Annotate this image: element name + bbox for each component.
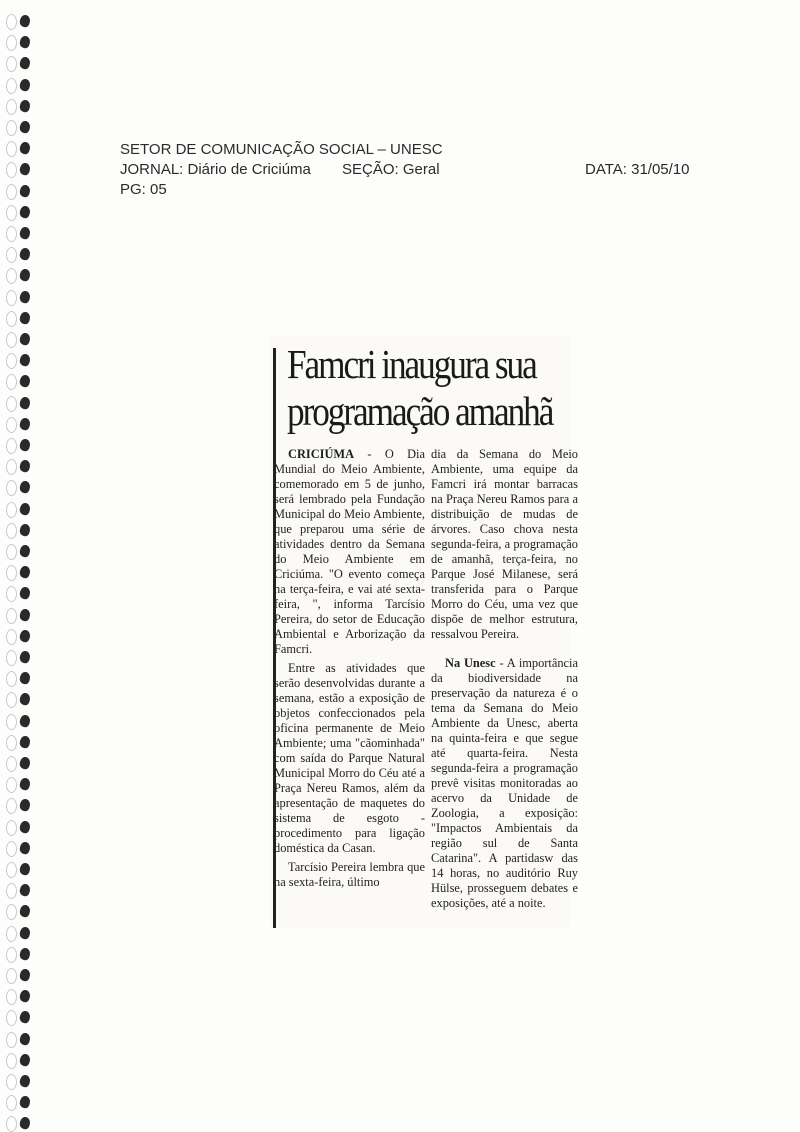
- binding-hole: [6, 820, 17, 836]
- binding-ring: [18, 56, 31, 71]
- article-paragraph: Entre as atividades que serão desenvolvidas durante a semana, estão a exposição de objetos confeccionados pela oficina permanente de Meio Ambiente; uma "cãominhada" com saída do Parque Natural Municipal Morro do Céu até a Praça Nereu Ramos, além da apresentação de maquetes do sistema de esgoto - procedimento para ligação doméstica da Casan.: [274, 661, 425, 855]
- binding-hole: [6, 608, 17, 624]
- binding-hole: [6, 904, 17, 920]
- binding-ring: [18, 713, 31, 728]
- binding-hole: [6, 353, 17, 369]
- article-paragraph: dia da Semana do Meio Ambiente, uma equipe da Famcri irá montar barracas na Praça Nereu Ramos para a distribuição de mudas de árvores. Caso chova nesta segunda-feira, a programação de amanhã, terça-feira, no Parque José Milanese, será transferida para o Parque Morro do Céu, uma vez que dispõe de melhor estrutura, ressalvou Pereira.: [431, 447, 578, 641]
- binding-hole: [6, 544, 17, 560]
- binding-hole: [6, 1053, 17, 1069]
- binding-hole: [6, 120, 17, 136]
- binding-ring: [18, 798, 31, 813]
- binding-ring: [18, 205, 31, 220]
- binding-ring: [18, 77, 31, 92]
- binding-ring: [18, 162, 31, 177]
- spiral-binding: [0, 0, 46, 1131]
- binding-hole: [6, 438, 17, 454]
- binding-ring: [18, 501, 31, 516]
- subsection-lead: Na Unesc: [445, 656, 496, 670]
- binding-hole: [6, 735, 17, 751]
- binding-ring: [18, 989, 31, 1004]
- binding-ring: [18, 671, 31, 686]
- sector-title: SETOR DE COMUNICAÇÃO SOCIAL – UNESC: [120, 141, 443, 158]
- binding-ring: [18, 417, 31, 432]
- headline-line-1: Famcri inaugura sua: [287, 341, 536, 387]
- binding-hole: [6, 629, 17, 645]
- binding-hole: [6, 1032, 17, 1048]
- binding-hole: [6, 1010, 17, 1026]
- binding-hole: [6, 947, 17, 963]
- binding-hole: [6, 862, 17, 878]
- binding-hole: [6, 756, 17, 772]
- binding-hole: [6, 247, 17, 263]
- binding-hole: [6, 714, 17, 730]
- binding-hole: [6, 968, 17, 984]
- binding-ring: [18, 353, 31, 368]
- binding-ring: [18, 756, 31, 771]
- binding-hole: [6, 650, 17, 666]
- binding-hole: [6, 1095, 17, 1111]
- binding-hole: [6, 141, 17, 157]
- binding-ring: [18, 268, 31, 283]
- binding-ring: [18, 1095, 31, 1110]
- binding-hole: [6, 798, 17, 814]
- binding-hole: [6, 311, 17, 327]
- binding-ring: [18, 925, 31, 940]
- article-paragraph: Na Unesc - A importância da biodiversidade na preservação da natureza é o tema da Semana do Meio Ambiente da Unesc, aberta na quinta-feira e que segue até quarta-feira. Nesta segunda-feira a programação prevê visitas monitoradas ao acervo da Unidade de Zoologia, a exposição: "Impactos Ambientais da região sul de Santa Catarina". A partidasw das 14 horas, no auditório Ruy Hülse, prosseguem debates e exposições, até a noite.: [431, 656, 578, 910]
- binding-ring: [18, 607, 31, 622]
- binding-ring: [18, 862, 31, 877]
- binding-ring: [18, 1116, 31, 1131]
- binding-ring: [18, 183, 31, 198]
- document-header: [120, 140, 710, 200]
- binding-hole: [6, 480, 17, 496]
- binding-hole: [6, 226, 17, 242]
- binding-hole: [6, 671, 17, 687]
- binding-hole: [6, 268, 17, 284]
- binding-ring: [18, 459, 31, 474]
- binding-ring: [18, 247, 31, 262]
- binding-hole: [6, 841, 17, 857]
- binding-hole: [6, 502, 17, 518]
- page-number: PG: 05: [120, 181, 167, 198]
- binding-ring: [18, 289, 31, 304]
- binding-ring: [18, 14, 31, 29]
- binding-hole: [6, 565, 17, 581]
- binding-ring: [18, 141, 31, 156]
- binding-hole: [6, 459, 17, 475]
- binding-ring: [18, 947, 31, 962]
- binding-ring: [18, 311, 31, 326]
- binding-ring: [18, 968, 31, 983]
- binding-ring: [18, 1074, 31, 1089]
- binding-hole: [6, 205, 17, 221]
- binding-hole: [6, 1074, 17, 1090]
- binding-ring: [18, 735, 31, 750]
- binding-hole: [6, 989, 17, 1005]
- binding-ring: [18, 1031, 31, 1046]
- binding-hole: [6, 926, 17, 942]
- binding-ring: [18, 1053, 31, 1068]
- binding-ring: [18, 544, 31, 559]
- publication-date: DATA: 31/05/10: [585, 161, 690, 178]
- binding-ring: [18, 438, 31, 453]
- binding-ring: [18, 374, 31, 389]
- binding-hole: [6, 692, 17, 708]
- article-column-2: [431, 447, 578, 911]
- binding-hole: [6, 35, 17, 51]
- binding-hole: [6, 586, 17, 602]
- binding-ring: [18, 777, 31, 792]
- binding-ring: [18, 480, 31, 495]
- binding-ring: [18, 120, 31, 135]
- binding-ring: [18, 523, 31, 538]
- binding-hole: [6, 777, 17, 793]
- binding-ring: [18, 629, 31, 644]
- binding-ring: [18, 904, 31, 919]
- binding-ring: [18, 883, 31, 898]
- binding-ring: [18, 395, 31, 410]
- binding-hole: [6, 99, 17, 115]
- binding-hole: [6, 290, 17, 306]
- binding-ring: [18, 841, 31, 856]
- article-paragraph: CRICIÚMA - O Dia Mundial do Meio Ambiente, comemorado em 5 de junho, será lembrado pela Fundação Municipal do Meio Ambiente, que preparou uma série de atividades dentro da Semana do Meio Ambiente em Criciúma. "O evento começa na terça-feira, e vai até sexta-feira, ", informa Tarcísio Pereira, do setor de Educação Ambiental e Arborização da Famcri.: [274, 447, 425, 656]
- binding-ring: [18, 35, 31, 50]
- dateline: CRICIÚMA: [288, 447, 355, 461]
- binding-ring: [18, 819, 31, 834]
- binding-hole: [6, 523, 17, 539]
- binding-ring: [18, 1010, 31, 1025]
- binding-hole: [6, 1116, 17, 1132]
- binding-hole: [6, 396, 17, 412]
- binding-ring: [18, 99, 31, 114]
- binding-ring: [18, 226, 31, 241]
- article-headline: [287, 341, 553, 435]
- binding-hole: [6, 162, 17, 178]
- headline-line-2: programação amanhã: [287, 388, 553, 434]
- binding-hole: [6, 14, 17, 30]
- binding-hole: [6, 184, 17, 200]
- binding-ring: [18, 650, 31, 665]
- binding-ring: [18, 692, 31, 707]
- binding-hole: [6, 332, 17, 348]
- article-paragraph: Tarcísio Pereira lembra que na sexta-feira, último: [274, 860, 425, 889]
- binding-hole: [6, 56, 17, 72]
- binding-ring: [18, 586, 31, 601]
- binding-hole: [6, 417, 17, 433]
- binding-hole: [6, 883, 17, 899]
- article-column-1: [274, 447, 425, 890]
- section-name: SEÇÃO: Geral: [342, 161, 440, 178]
- newspaper-name: JORNAL: Diário de Criciúma: [120, 161, 311, 178]
- binding-ring: [18, 565, 31, 580]
- binding-ring: [18, 332, 31, 347]
- binding-hole: [6, 78, 17, 94]
- binding-hole: [6, 374, 17, 390]
